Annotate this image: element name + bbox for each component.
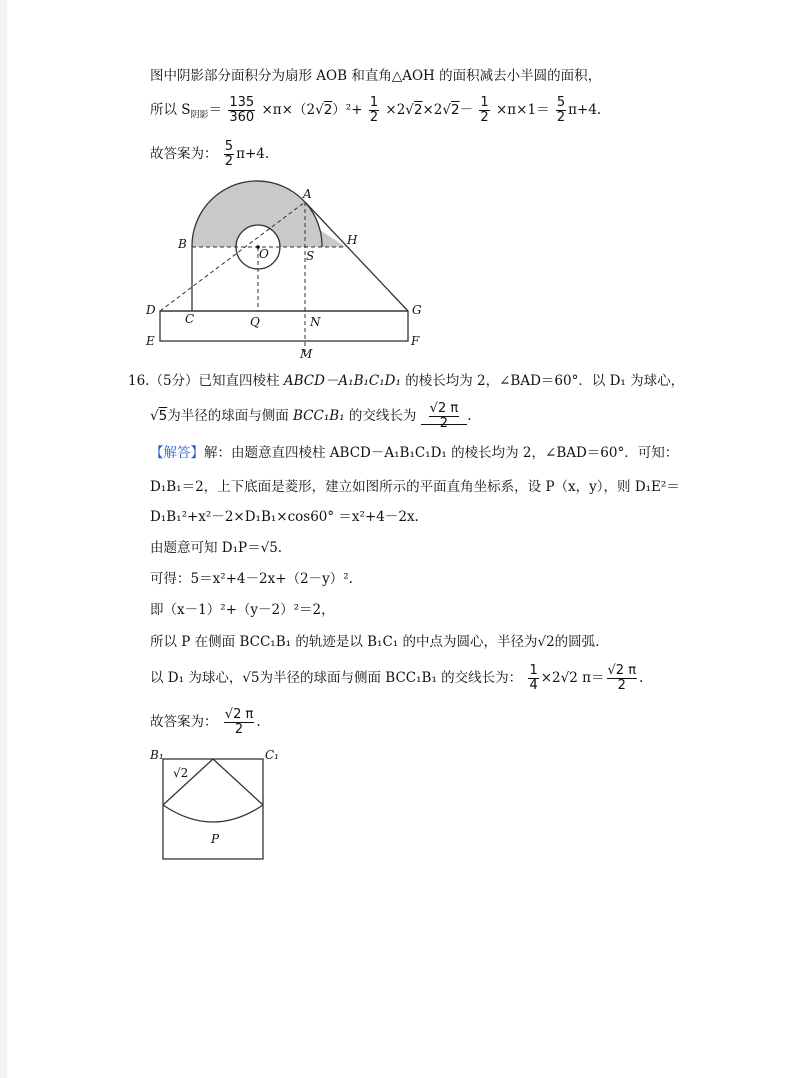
label-B1: B₁ bbox=[150, 748, 164, 762]
label-C1: C₁ bbox=[265, 748, 279, 762]
text: 故答案为： bbox=[150, 714, 218, 730]
label-H: H bbox=[347, 233, 358, 247]
text: 所以 S bbox=[150, 102, 191, 118]
fraction: $\frac{5}{2}$ bbox=[224, 139, 234, 169]
text: － bbox=[459, 102, 474, 118]
sol16-line5: 可得：5＝x²+4－2x+（2－y）². bbox=[150, 571, 353, 587]
subscript: 阴影 bbox=[190, 110, 209, 121]
text: 的交线长为 bbox=[348, 408, 417, 424]
arc-P bbox=[163, 805, 263, 822]
text: . bbox=[467, 408, 472, 424]
page-edge bbox=[0, 0, 7, 1078]
text: ）²+ bbox=[332, 102, 363, 118]
text: ×π×1＝ bbox=[495, 102, 550, 118]
radius-right bbox=[213, 759, 263, 805]
text: ×π×（2 bbox=[261, 102, 316, 118]
text: 故答案为： bbox=[150, 146, 218, 162]
text: . bbox=[639, 670, 644, 686]
sol15-line1: 图中阴影部分面积分为扇形 AOB 和直角△AOH 的面积减去小半圆的面积， bbox=[150, 68, 602, 84]
text: 以 D₁ 为球心，√5为半径的球面与侧面 BCC₁B₁ 的交线长为： bbox=[150, 670, 523, 686]
label-P: P bbox=[211, 832, 220, 846]
label-sqrt2: √2 bbox=[173, 766, 189, 780]
text: . bbox=[256, 714, 261, 730]
rect-DEFG bbox=[160, 311, 408, 341]
line-AG bbox=[305, 202, 408, 311]
text: π+4. bbox=[236, 146, 270, 162]
sol16-answer bbox=[150, 708, 261, 737]
figure-15 bbox=[140, 180, 440, 360]
text: 的棱长均为 2，∠BAD＝60°．以 D₁ 为球心， bbox=[405, 373, 685, 389]
sol15-formula bbox=[150, 96, 601, 125]
fraction: $\frac{135}{360}$ bbox=[229, 95, 255, 125]
sqrt: √2 bbox=[405, 102, 423, 118]
fraction: $\frac{1}{2}$ bbox=[369, 95, 379, 125]
sol16-line7: 所以 P 在侧面 BCC₁B₁ 的轨迹是以 B₁C₁ 的中点为圆心，半径为√2的圆弧. bbox=[150, 634, 600, 650]
fraction: $\frac{√2 \pi}{2}$ bbox=[224, 707, 254, 737]
label-E: E bbox=[146, 334, 155, 348]
sol15-answer bbox=[150, 140, 269, 169]
label-C: C bbox=[185, 312, 195, 326]
text: ×2 bbox=[422, 102, 443, 118]
text: ×2 bbox=[385, 102, 406, 118]
text: 为半径的球面与侧面 bbox=[167, 408, 289, 424]
fraction: $\frac{5}{2}$ bbox=[556, 95, 566, 125]
label-A: A bbox=[303, 187, 312, 201]
label-N: N bbox=[310, 315, 321, 329]
sol16-line6: 即（x－1）²+（y－2）²＝2， bbox=[150, 602, 335, 618]
text: π+4. bbox=[568, 102, 602, 118]
label-Q: Q bbox=[250, 315, 260, 329]
sol16-line2: D₁B₁＝2，上下底面是菱形，建立如图所示的平面直角坐标系，设 P（x，y），则 D₁E²＝ bbox=[150, 479, 680, 495]
figure-16 bbox=[145, 745, 290, 865]
text: 16.（5分）已知直四棱柱 bbox=[128, 373, 280, 389]
sol16-line3: D₁B₁²+x²－2×D₁B₁×cos60° ＝x²+4－2x. bbox=[150, 509, 419, 525]
sqrt: √2 bbox=[442, 102, 460, 118]
q16-line2 bbox=[150, 402, 471, 431]
sol16-line8 bbox=[150, 664, 643, 693]
text: ABCD－A₁B₁C₁D₁ bbox=[283, 373, 401, 389]
label-G: G bbox=[412, 303, 422, 317]
label-D: D bbox=[146, 303, 156, 317]
sol16-line4: 由题意可知 D₁P＝√5. bbox=[150, 540, 283, 556]
fraction: $\frac{√2 \pi}{2}$ bbox=[607, 663, 637, 693]
answer-blank bbox=[421, 401, 468, 431]
label-S: S bbox=[306, 249, 315, 263]
label-M: M bbox=[300, 347, 313, 360]
sqrt: √2 bbox=[315, 102, 333, 118]
text: BCC₁B₁ bbox=[293, 408, 345, 424]
sol16-line1 bbox=[150, 444, 678, 462]
label-O: O bbox=[259, 247, 269, 261]
fraction: $\frac{1}{4}$ bbox=[529, 663, 538, 693]
text: ×2√2 π＝ bbox=[540, 670, 605, 686]
text: 解：由题意直四棱柱 ABCD－A₁B₁C₁D₁ 的棱长均为 2，∠BAD＝60°．可知： bbox=[204, 445, 679, 461]
label-B: B bbox=[178, 237, 187, 251]
label-F: F bbox=[411, 334, 420, 348]
text: ＝ bbox=[208, 102, 223, 118]
sqrt: √5 bbox=[150, 408, 168, 424]
fraction: $\frac{√2 \pi}{2}$ bbox=[429, 401, 459, 431]
answer-tag: 【解答】 bbox=[150, 445, 204, 461]
q16-line1 bbox=[128, 372, 684, 390]
fraction: $\frac{1}{2}$ bbox=[480, 95, 489, 125]
